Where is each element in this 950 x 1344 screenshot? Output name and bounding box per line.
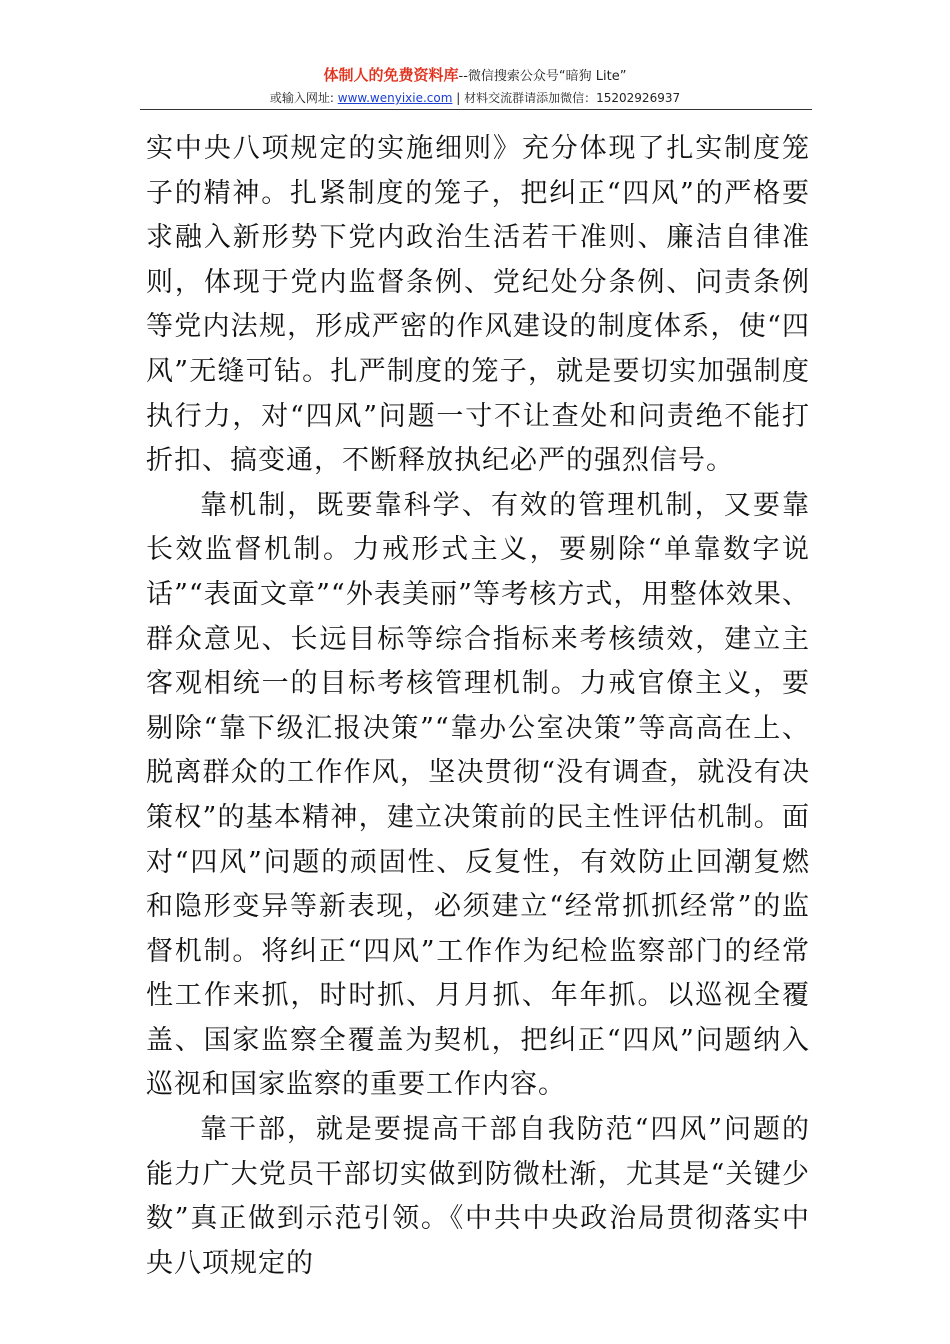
paragraph-2: 靠机制，既要靠科学、有效的管理机制，又要靠长效监督机制。力戒形式主义，要剔除“单靠数字说话”“表面文章”“外表美丽”等考核方式，用整体效果、群众意见、长远目标等综合指标来考核绩效，建立主客观相统一的目标考核管理机制。力戒官僚主义，要剔除“靠下级汇报决策”“靠办公室决策”等高高在上、脱离群众的工作作风，坚决贯彻“没有调查，就没有决策权”的基本精神，建立决策前的民主性评估机制。面对“四风”问题的顽固性、反复性，有效防止回潮复燃和隐形变异等新表现，必须建立“经常抓抓经常”的监督机制。将纠正“四风”工作作为纪检监察部门的经常性工作来抓，时时抓、月月抓、年年抓。以巡视全覆盖、国家监察全覆盖为契机，把纠正“四风”问题纳入巡视和国家监察的重要工作内容。 <box>146 489 810 1101</box>
page-header <box>0 66 950 106</box>
header-tagline: --微信搜索公众号“暗狗 Lite” <box>458 69 627 84</box>
paragraph-1: 实中央八项规定的实施细则》充分体现了扎实制度笼子的精神。扎紧制度的笼子，把纠正“四风”的严格要求融入新形势下党内政治生活若干准则、廉洁自律准则，体现于党内监督条例、党纪处分条例、问责条例等党内法规，形成严密的作风建设的制度体系，使“四风”无缝可钻。扎严制度的笼子，就是要切实加强制度执行力，对“四风”问题一寸不让查处和问责绝不能打折扣、搞变通，不断释放执纪必严的强烈信号。 <box>146 133 810 477</box>
header-separator: | <box>456 91 461 105</box>
site-name: 体制人的免费资料库 <box>323 66 459 84</box>
website-link[interactable]: www.wenyixie.com <box>337 91 453 105</box>
document-body <box>146 127 810 1286</box>
header-line-2 <box>0 90 950 106</box>
contact-info: 材料交流群请添加微信：15202926937 <box>464 91 681 105</box>
header-line-1 <box>0 66 950 86</box>
url-prefix: 或输入网址: <box>269 91 334 105</box>
paragraph-3: 靠干部，就是要提高干部自我防范“四风”问题的能力广大党员干部切实做到防微杜渐，尤其是“关键少数”真正做到示范引领。《中共中央政治局贯彻落实中央八项规定的 <box>146 1114 810 1279</box>
header-divider <box>140 109 812 110</box>
